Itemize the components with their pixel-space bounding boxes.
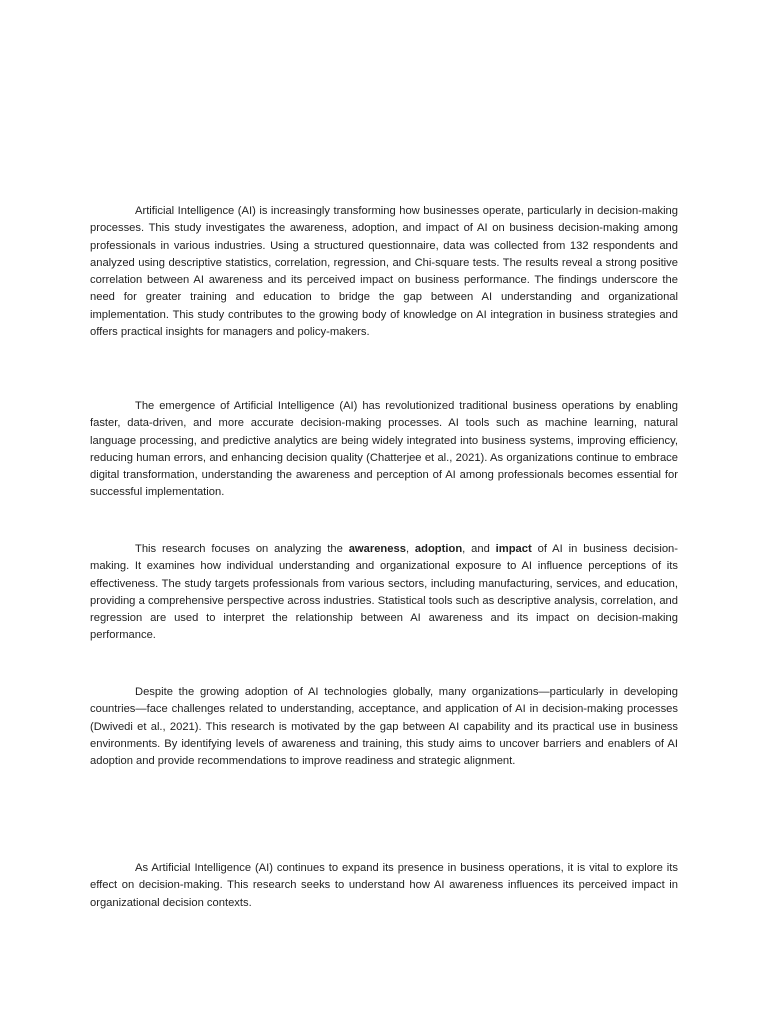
research-focus-paragraph [90,541,678,645]
paragraph-text-segment: This research focuses on analyzing the [135,543,349,555]
abstract-paragraph: Artificial Intelligence (AI) is increasingly transforming how businesses operate, particularly in decision-making processes. This study investigates the awareness, adoption, and impact of AI on business decision-making among professionals in various industries. Using a structured questionnaire, data was collected from 132 respondents and analyzed using descriptive statistics, correlation, regression, and Chi-square tests. The results reveal a strong positive correlation between AI awareness and its perceived impact on business performance. The findings underscore the need for greater training and education to bridge the gap between AI understanding and organizational implementation. This study contributes to the growing body of knowledge on AI integration in business strategies and offers practical insights for managers and policy-makers. [90,205,678,339]
motivation-paragraph: Despite the growing adoption of AI technologies globally, many organizations—particularly in developing countries—face challenges related to understanding, acceptance, and application of AI in decision-making processes (Dwivedi et al., 2021). This research is motivated by the gap between AI capability and its practical use in business environments. By identifying levels of awareness and training, this study aims to uncover barriers and enablers of AI adoption and provide recommendations to improve readiness and strategic alignment. [90,686,678,768]
paragraph-text-segment: , [405,543,415,555]
purpose-paragraph: As Artificial Intelligence (AI) continues to expand its presence in business operations, it is vital to explore its effect on decision-making. This research seeks to understand how AI awareness influences its perceived impact in organizational decision contexts. [90,862,678,909]
bold-term-awareness: awareness [348,543,406,555]
background-paragraph: The emergence of Artificial Intelligence (AI) has revolutionized traditional business operations by enabling faster, data-driven, and more accurate decision-making processes. AI tools such as machine learning, natural language processing, and predictive analytics are being widely integrated into business systems, improving efficiency, reducing human errors, and enhancing decision quality (Chatterjee et al., 2021). As organizations continue to embrace digital transformation, understanding the awareness and perception of AI among professionals becomes essential for successful implementation. [90,400,678,499]
bold-term-adoption: adoption [414,543,463,555]
paragraph-text-segment: , and [462,543,496,555]
paragraph-text-segment: of AI in business decision-making. It examines how individual understanding and organizational exposure to AI influence perceptions of its effectiveness. The study targets professionals from various sectors, including manufacturing, services, and education, providing a comprehensive perspective across industries. Statistical tools such as descriptive analysis, correlation, and regression are used to interpret the relationship between AI awareness and its impact on decision-making performance. [90,543,678,642]
bold-term-impact: impact [495,543,532,555]
